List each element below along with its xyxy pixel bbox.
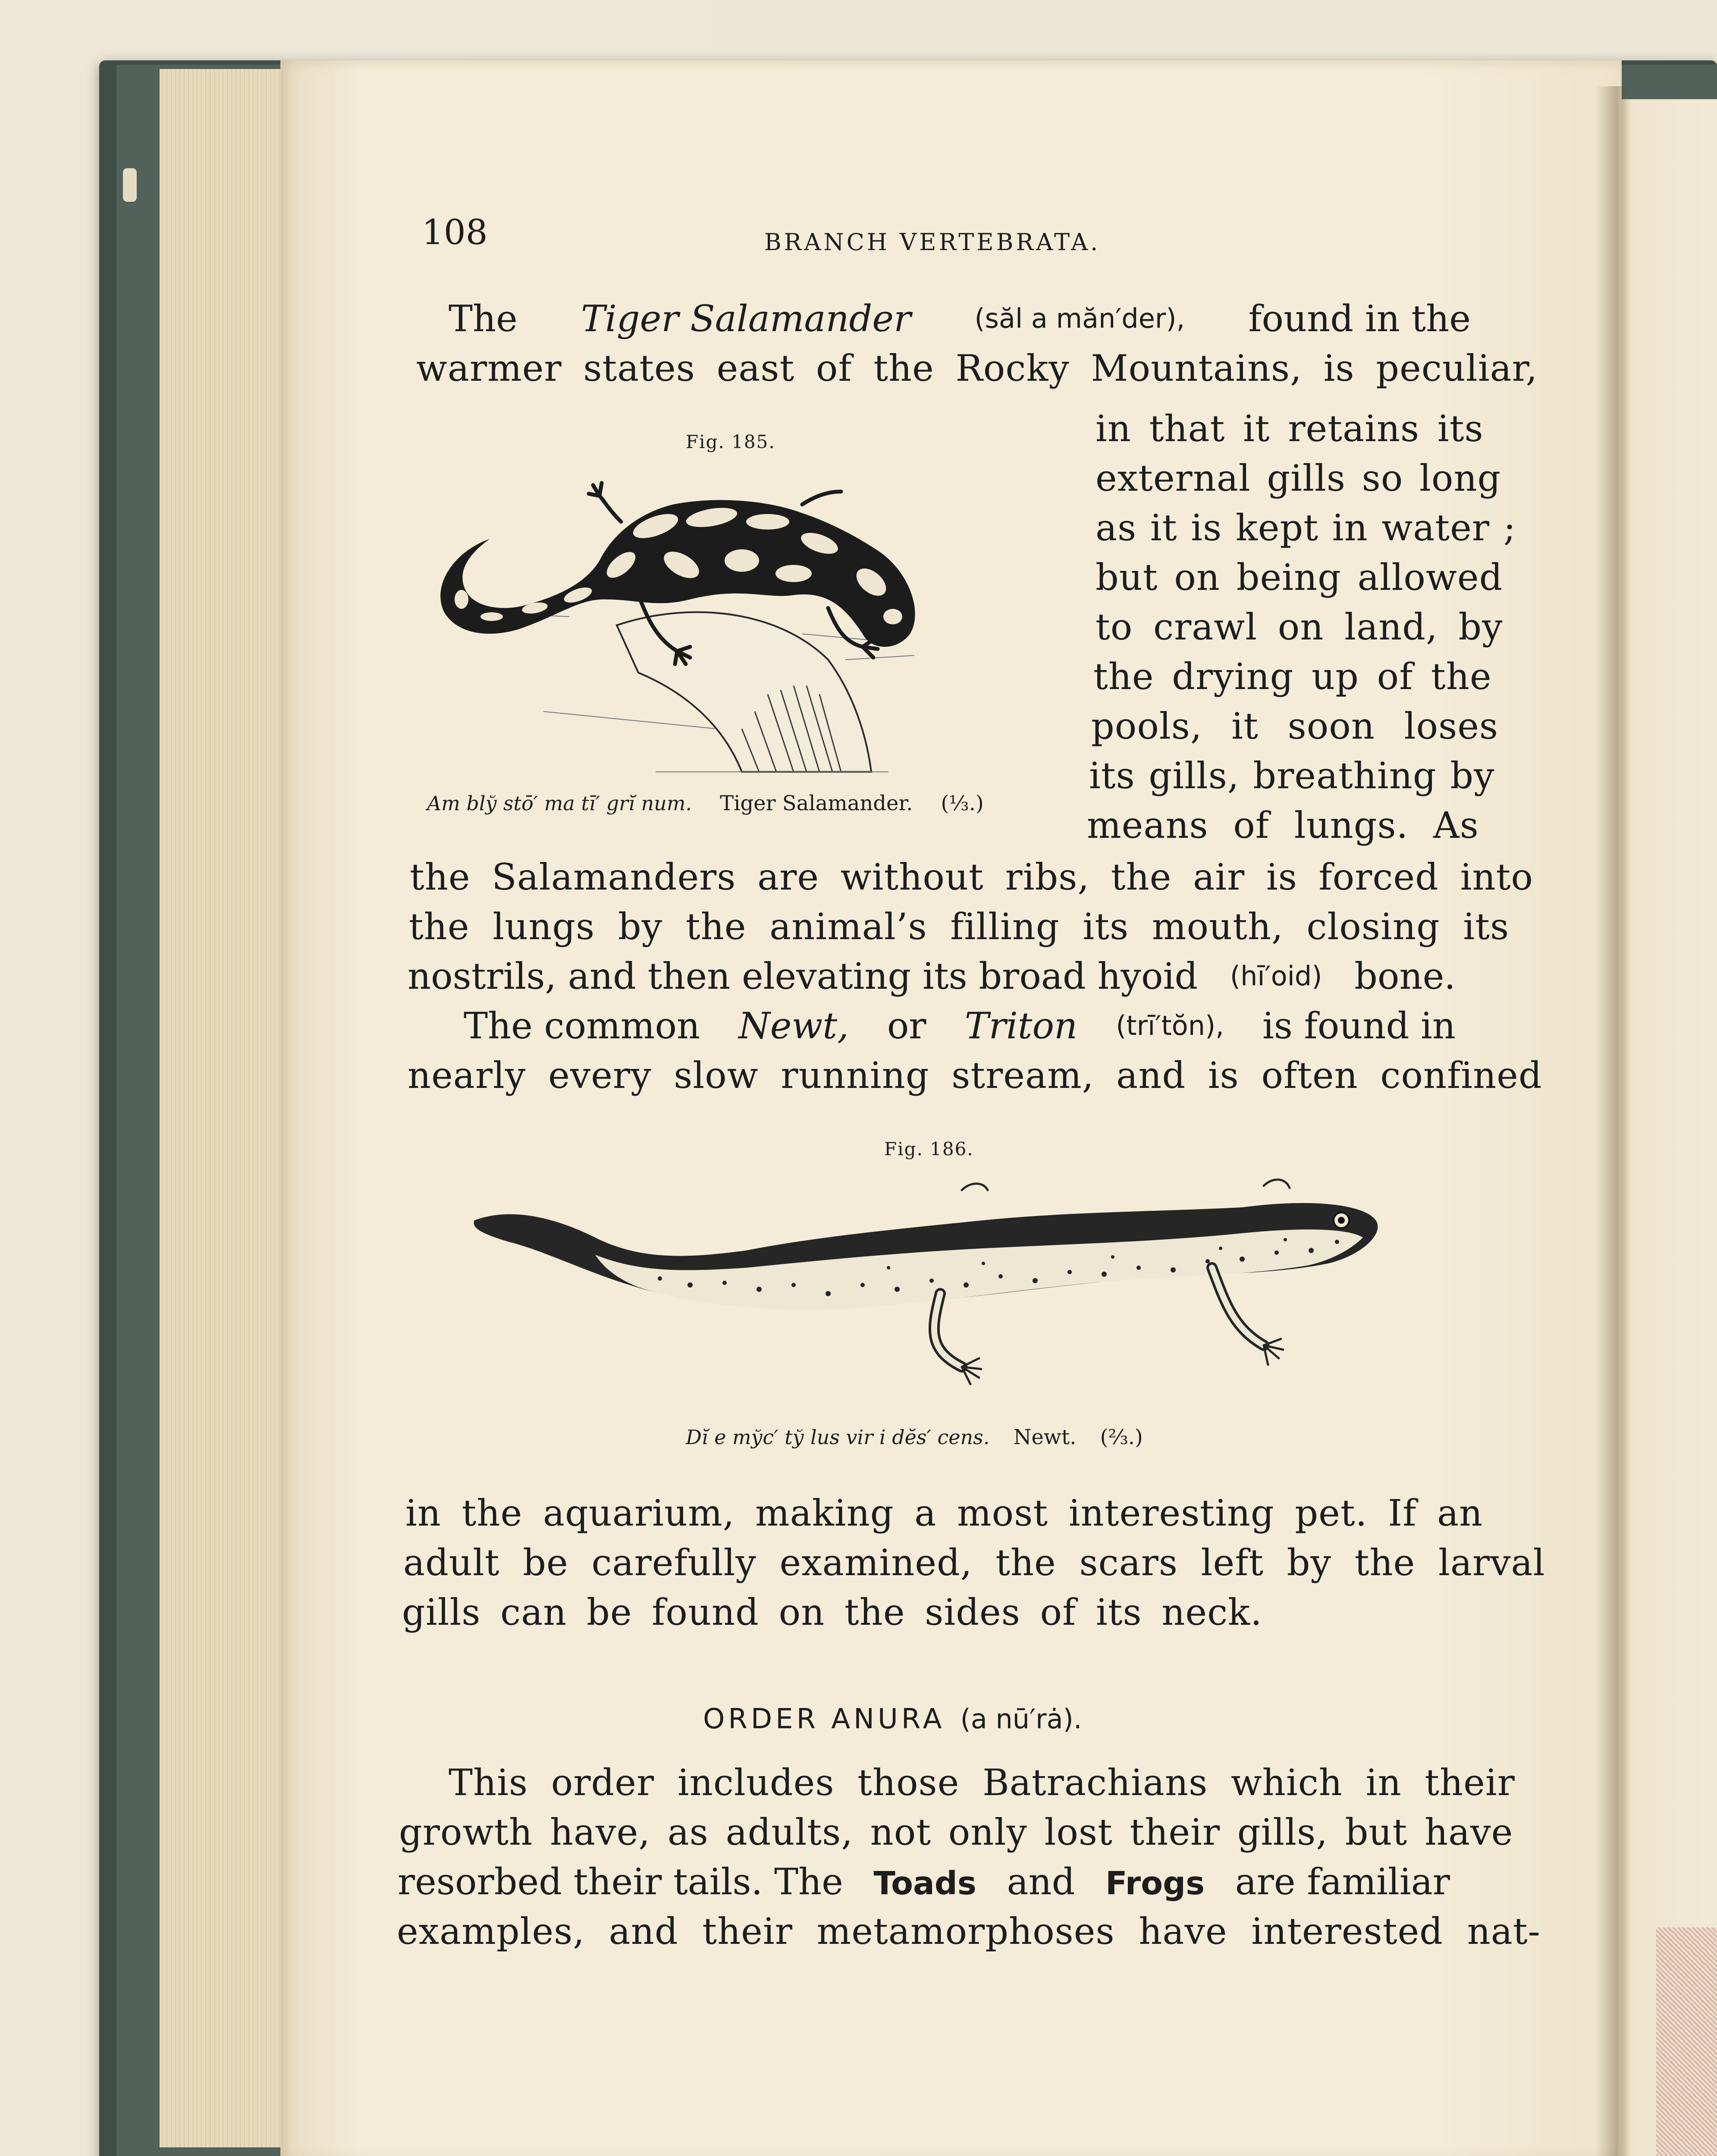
para1-wrap-line5: to crawl on land, by (1095, 606, 1503, 648)
rock-ground (466, 612, 914, 772)
para2-line3: in the aquarium, making a most interesting pet. If an (405, 1492, 1483, 1534)
frogs-term: Frogs (1105, 1865, 1205, 1902)
newt-illustration (466, 1164, 1406, 1432)
gutter-shadow (1596, 86, 1630, 2156)
page-number: 108 (422, 212, 488, 252)
para2-line1 (464, 1005, 1456, 1047)
page-edges (160, 69, 290, 2147)
hyoid-pronunciation: (hī′oid) (1230, 960, 1322, 992)
para3-line3-a: resorbed their tails. The (398, 1861, 843, 1903)
fig185-scale: (⅓.) (941, 791, 984, 815)
newt-name: Newt, (738, 1005, 849, 1047)
para3-line3-b: are familiar (1235, 1861, 1450, 1903)
para3-line4: examples, and their metamorphoses have interested nat- (397, 1910, 1541, 1952)
para3-line3 (398, 1861, 1450, 1903)
tiger-salamander-pronunciation: (săl a măn′der), (974, 303, 1185, 334)
para1-wrap-line8: its gills, breathing by (1089, 755, 1495, 797)
fig185-scientific-name: Am blў stō′ ma tī′ grĭ num. (427, 792, 692, 815)
para1-line13: the lungs by the animal’s filling its mouth, closing its (409, 906, 1510, 948)
para1-line14 (408, 955, 1456, 997)
para2-line5: gills can be found on the sides of its neck. (402, 1591, 1262, 1633)
triton-name: Triton (964, 1005, 1078, 1047)
fig186-scientific-name: Dĭ e mўc′ tў lus vir i dĕs′ cens. (686, 1426, 990, 1449)
anura-pronunciation: (a nū′rȧ). (960, 1703, 1082, 1735)
para1-line12: the Salamanders are without ribs, the air is forced into (410, 856, 1533, 898)
para2-line2: nearly every slow running stream, and is often confined (408, 1054, 1542, 1097)
para1-wrap-line2: external gills so long (1095, 457, 1501, 499)
fig186-scale: (⅔.) (1100, 1425, 1143, 1449)
triton-pronunciation: (trī′tŏn), (1116, 1010, 1224, 1041)
newt-body (474, 1203, 1378, 1310)
order-anura-heading: ORDER ANURA (703, 1703, 945, 1735)
para2-or: or (887, 1005, 926, 1047)
para1-wrap-line1: in that it retains its (1095, 407, 1484, 450)
fig186-caption (686, 1425, 1143, 1449)
para3-line1: This order includes those Batrachians which in their (449, 1761, 1515, 1804)
para3-line2: growth have, as adults, not only lost their gills, but have (399, 1811, 1513, 1853)
para1-wrap-line6: the drying up of the (1093, 655, 1492, 698)
para1-line2: warmer states east of the Rocky Mountains, is peculiar, (416, 347, 1538, 389)
para2-line4: adult be carefully examined, the scars left by the larval (403, 1542, 1545, 1584)
running-head: BRANCH VERTEBRATA. (764, 229, 1101, 256)
para2-line1-b: is found in (1262, 1005, 1456, 1047)
fig185-label: Fig. 185. (686, 431, 775, 452)
cloth-bookmark (1656, 1927, 1717, 2156)
para1-line1 (449, 298, 1471, 340)
fig185-caption (427, 791, 984, 815)
para1-the: The (449, 298, 518, 340)
para1-line14-a: nostrils, and then elevating its broad hyoid (408, 955, 1198, 997)
para1-line14-b: bone. (1354, 955, 1456, 997)
para1-wrap-line9: means of lungs. As (1087, 804, 1479, 846)
binding-mark (123, 168, 137, 202)
toads-term: Toads (873, 1865, 976, 1902)
fig186-label: Fig. 186. (884, 1138, 974, 1159)
fig185-common-name: Tiger Salamander. (720, 791, 913, 815)
para2-line1-a: The common (464, 1005, 700, 1047)
fig186-common-name: Newt. (1013, 1425, 1077, 1449)
para1-wrap-line7: pools, it soon loses (1091, 705, 1499, 747)
tiger-salamander-name: Tiger Salamander (581, 298, 911, 340)
para1-wrap-line4: but on being allowed (1095, 556, 1503, 599)
para1-wrap-line3: as it is kept in water ; (1095, 507, 1516, 549)
para1-line1-rest: found in the (1248, 298, 1471, 340)
para3-and: and (1007, 1861, 1075, 1903)
tiger-salamander-illustration (414, 470, 1061, 789)
section-heading (703, 1703, 1082, 1735)
